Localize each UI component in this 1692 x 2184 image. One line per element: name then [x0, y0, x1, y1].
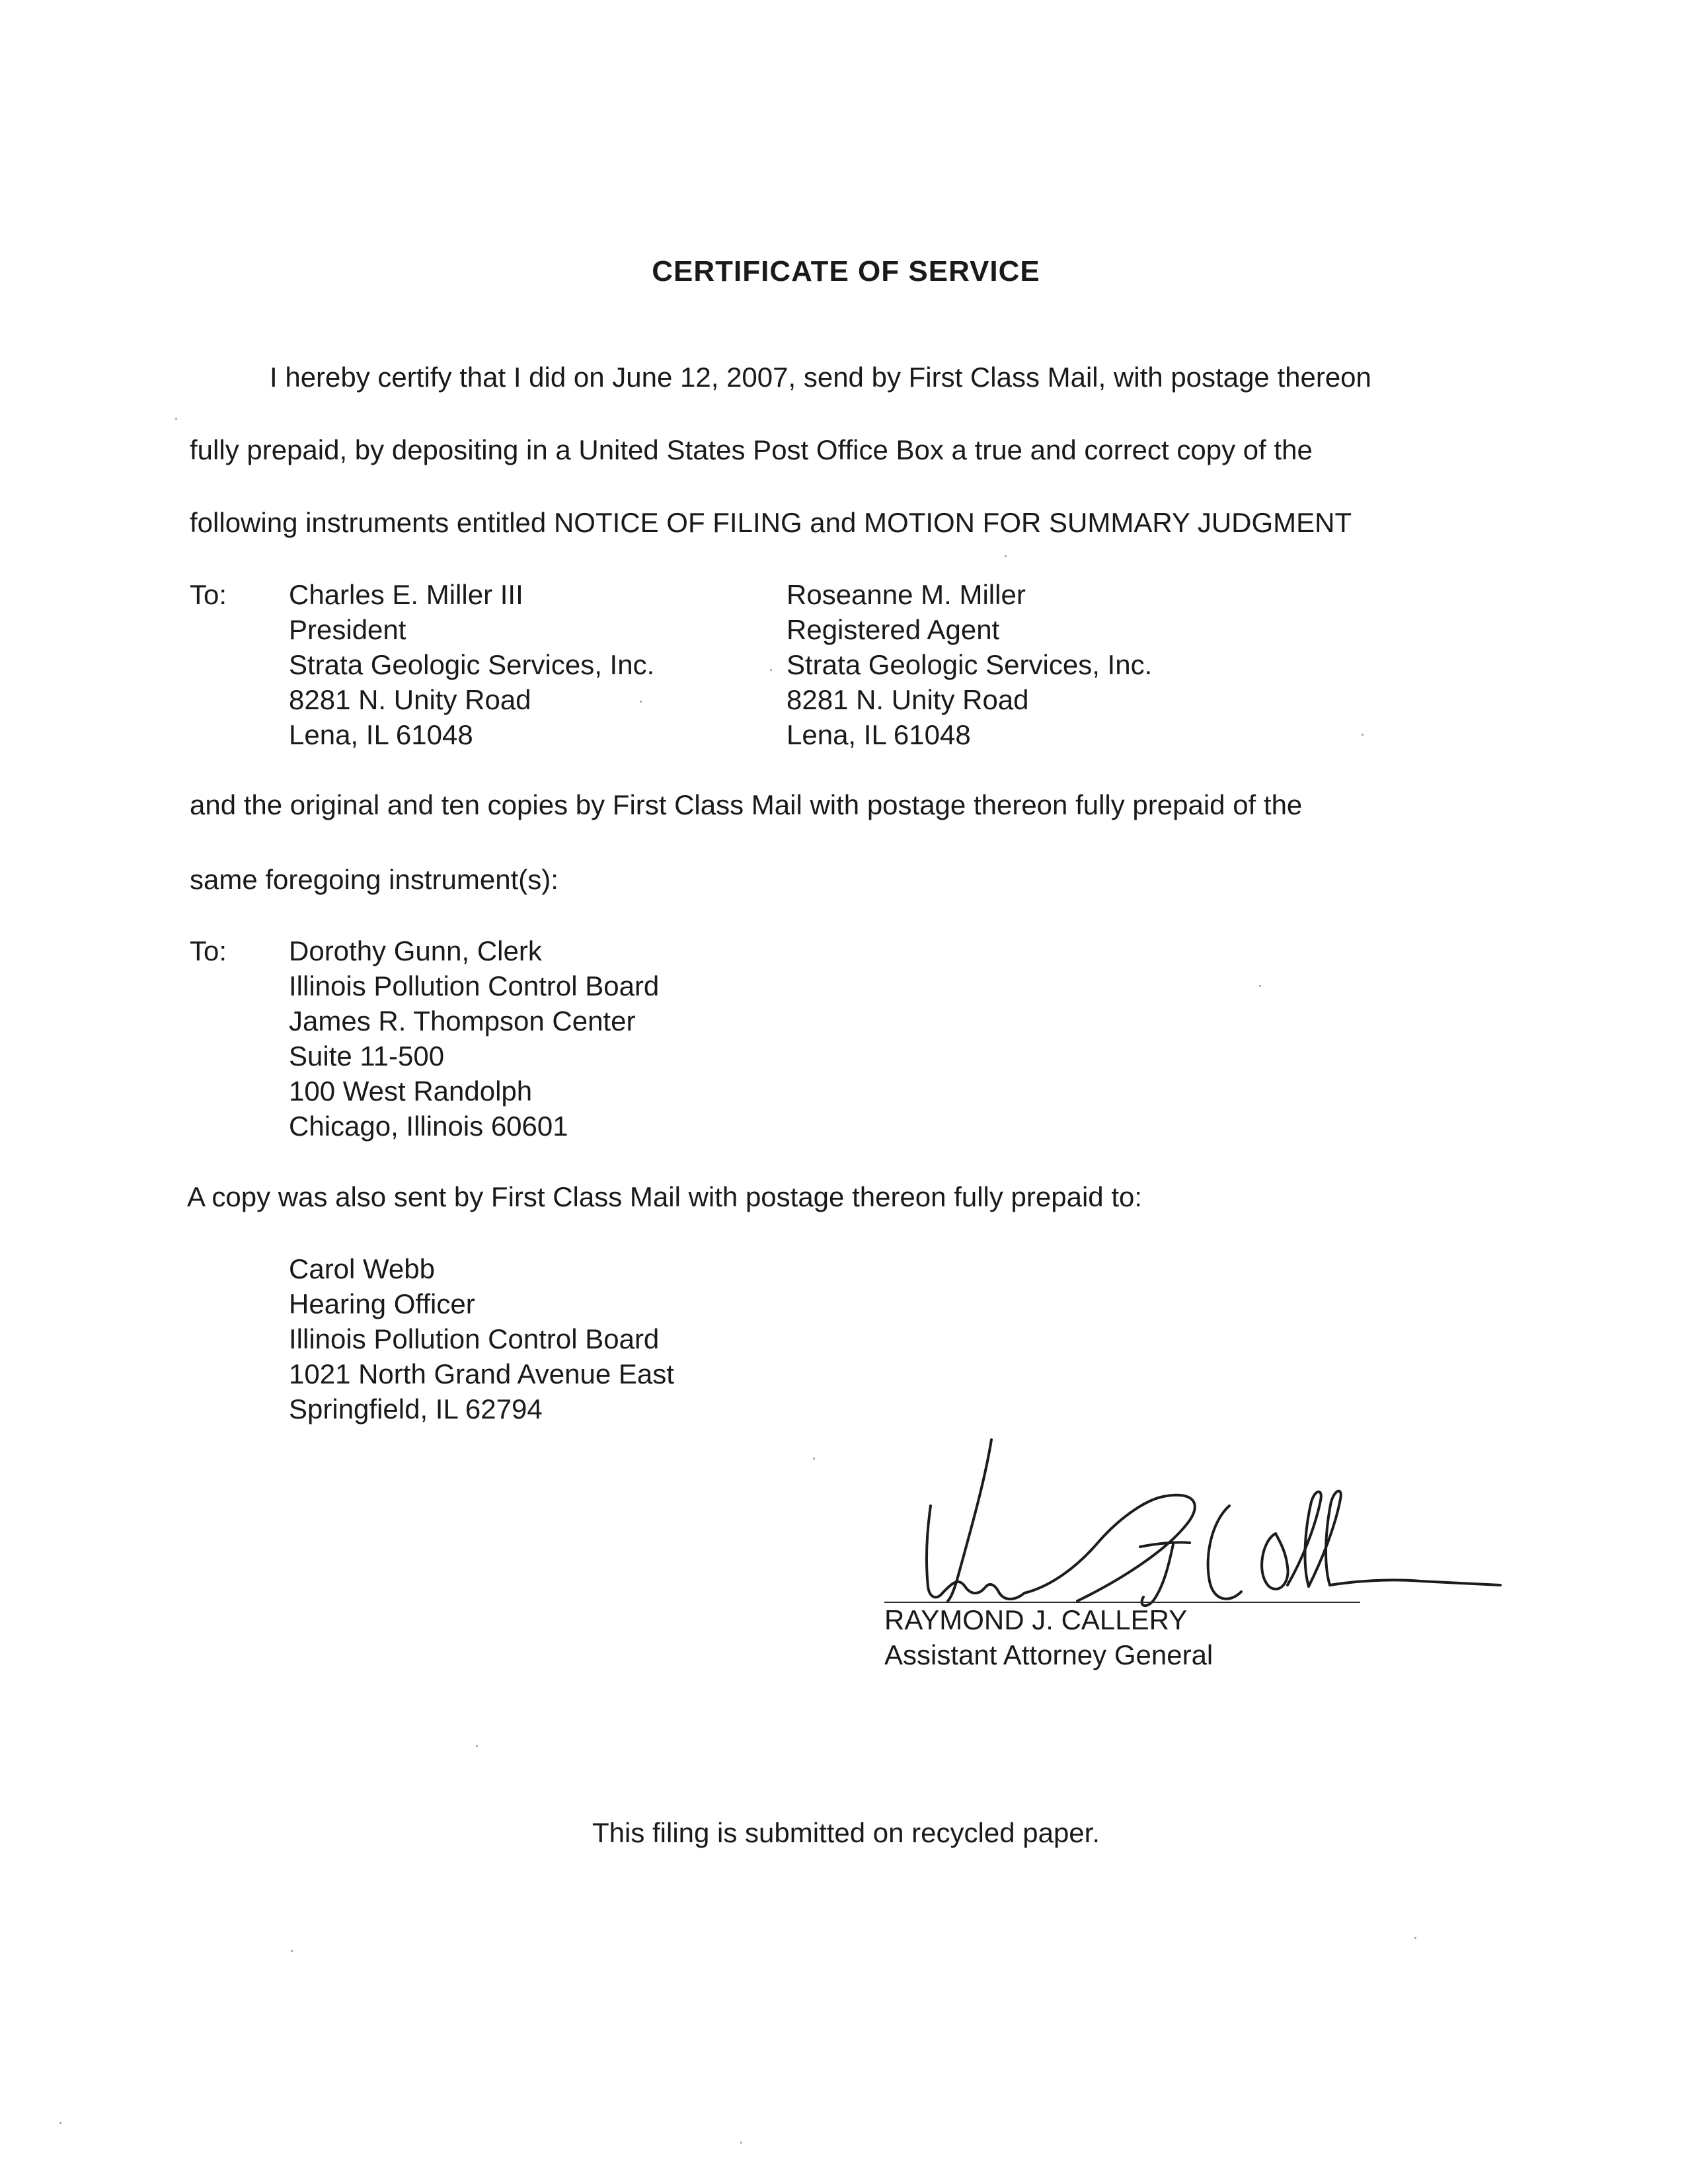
scan-speck	[1362, 734, 1364, 736]
recipient-line: Registered Agent	[787, 614, 1000, 645]
signer-title: Assistant Attorney General	[884, 1639, 1213, 1670]
recipient-hearing-officer	[289, 1251, 674, 1426]
recipient-line: 100 West Randolph	[289, 1075, 533, 1107]
scan-speck	[476, 1745, 478, 1747]
recipient-line: Carol Webb	[289, 1253, 435, 1284]
scan-speck	[770, 669, 772, 671]
document-title: CERTIFICATE OF SERVICE	[652, 255, 1040, 288]
scan-speck	[59, 2122, 61, 2124]
recipient-line: Illinois Pollution Control Board	[289, 970, 660, 1001]
body-line-1: I hereby certify that I did on June 12, 2007, send by First Class Mail, with postage thereon	[270, 362, 1371, 393]
handwritten-signature	[879, 1428, 1507, 1626]
body-line-3: following instruments entitled NOTICE OF FILING and MOTION FOR SUMMARY JUDGMENT	[190, 507, 1352, 538]
recipient-roseanne-miller	[787, 577, 1152, 752]
scan-speck	[1414, 1937, 1416, 1939]
scan-speck	[175, 418, 177, 420]
original-line-1: and the original and ten copies by First Class Mail with postage thereon fully prepaid of the	[190, 789, 1303, 820]
scan-speck	[740, 2142, 742, 2144]
recipient-line: 1021 North Grand Avenue East	[289, 1358, 674, 1389]
recipient-line: Charles E. Miller III	[289, 579, 523, 610]
recipient-line: Suite 11-500	[289, 1040, 445, 1072]
recipient-charles-miller	[289, 577, 654, 752]
scan-speck	[1005, 555, 1007, 557]
recycled-paper-note: This filing is submitted on recycled paper.	[592, 1817, 1100, 1848]
recipient-line: Lena, IL 61048	[787, 719, 971, 750]
recipient-clerk	[289, 933, 659, 1144]
signer-name: RAYMOND J. CALLERY	[884, 1604, 1188, 1635]
recipient-line: Springfield, IL 62794	[289, 1393, 543, 1424]
recipient-line: Chicago, Illinois 60601	[289, 1111, 568, 1142]
to-label-clerk: To:	[190, 935, 227, 966]
recipient-line: Roseanne M. Miller	[787, 579, 1026, 610]
recipient-line: President	[289, 614, 406, 645]
copy-sent-line: A copy was also sent by First Class Mail with postage thereon fully prepaid to:	[187, 1181, 1143, 1212]
recipient-line: 8281 N. Unity Road	[289, 684, 531, 715]
recipient-line: Strata Geologic Services, Inc.	[289, 649, 655, 680]
recipient-line: 8281 N. Unity Road	[787, 684, 1029, 715]
recipient-line: James R. Thompson Center	[289, 1005, 636, 1036]
recipient-line: Hearing Officer	[289, 1288, 475, 1319]
recipient-line: Strata Geologic Services, Inc.	[787, 649, 1153, 680]
scan-speck	[640, 701, 642, 703]
body-line-2: fully prepaid, by depositing in a United States Post Office Box a true and correct copy of the	[190, 434, 1313, 465]
original-line-2: same foregoing instrument(s):	[190, 864, 558, 895]
recipient-line: Dorothy Gunn, Clerk	[289, 935, 542, 966]
to-label: To:	[190, 579, 227, 610]
scan-speck	[1259, 985, 1261, 987]
recipient-line: Illinois Pollution Control Board	[289, 1323, 660, 1354]
scan-speck	[813, 1458, 815, 1460]
recipient-line: Lena, IL 61048	[289, 719, 473, 750]
scan-speck	[291, 1950, 293, 1952]
